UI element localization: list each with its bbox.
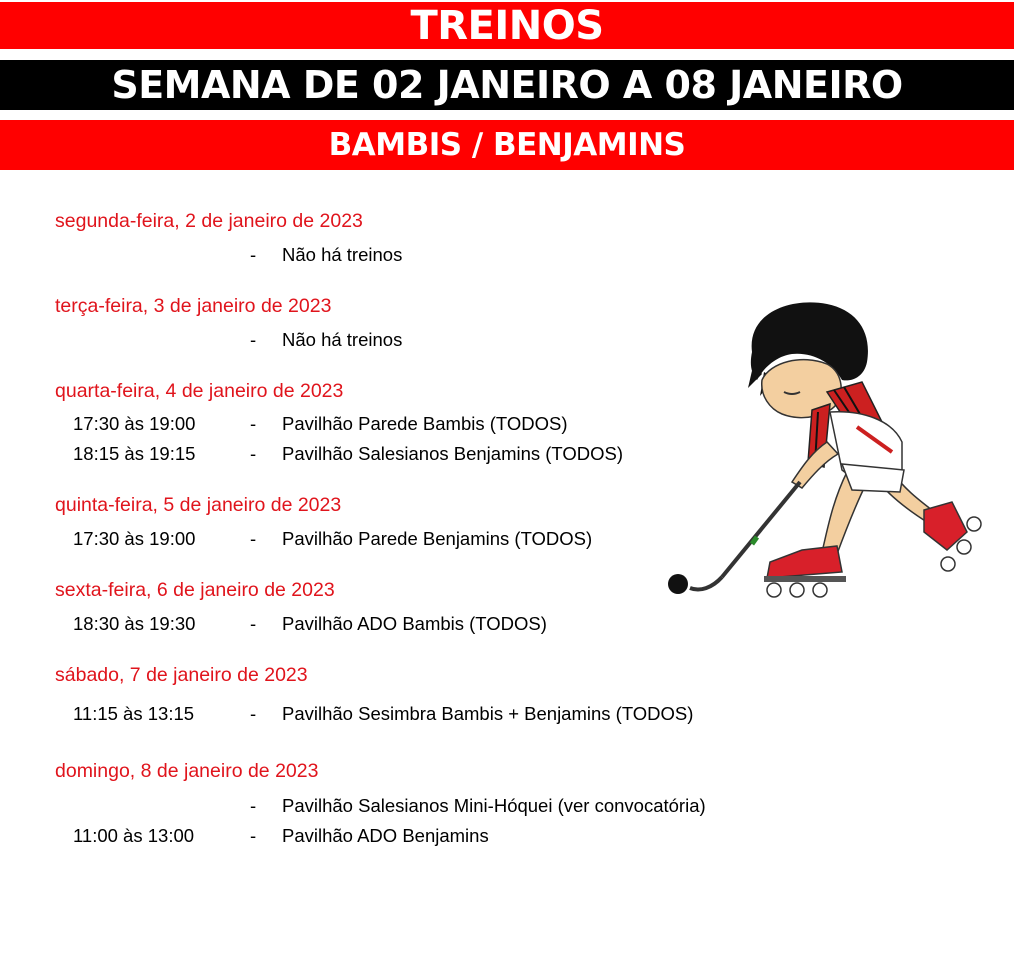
session-dash: - (250, 413, 257, 434)
session-time: 11:15 às 13:15 (73, 703, 195, 724)
day-heading-wednesday: quarta-feira, 4 de janeiro de 2023 (55, 380, 344, 402)
day-heading-sunday: domingo, 8 de janeiro de 2023 (55, 760, 319, 782)
group-name: BAMBIS / BENJAMINS (328, 127, 686, 163)
title-banner (0, 2, 1014, 49)
session-place: Pavilhão ADO Bambis (TODOS) (282, 613, 547, 634)
session-place: Pavilhão ADO Benjamins (282, 825, 489, 846)
week-range: SEMANA DE 02 JANEIRO A 08 JANEIRO (111, 63, 903, 107)
session-time: 18:15 às 19:15 (73, 443, 196, 464)
session-place: Não há treinos (282, 244, 403, 265)
week-banner (0, 60, 1014, 110)
roller-hockey-player-icon (652, 292, 990, 612)
page-title: TREINOS (410, 2, 604, 49)
day-heading-saturday: sábado, 7 de janeiro de 2023 (55, 664, 308, 686)
session-place: Não há treinos (282, 329, 403, 350)
day-heading-thursday: quinta-feira, 5 de janeiro de 2023 (55, 494, 342, 516)
session-place: Pavilhão Parede Bambis (TODOS) (282, 413, 568, 434)
group-banner (0, 120, 1014, 170)
day-heading-tuesday: terça-feira, 3 de janeiro de 2023 (55, 295, 332, 317)
day-heading-friday: sexta-feira, 6 de janeiro de 2023 (55, 579, 335, 601)
day-heading-monday: segunda-feira, 2 de janeiro de 2023 (55, 210, 363, 232)
session-dash: - (250, 244, 257, 265)
session-place: Pavilhão Parede Benjamins (TODOS) (282, 528, 593, 549)
session-place: Pavilhão Salesianos Mini-Hóquei (ver convocatória) (282, 795, 706, 816)
session-time: 11:00 às 13:00 (73, 825, 195, 846)
session-dash: - (250, 443, 257, 464)
session-dash: - (250, 613, 257, 634)
session-time: 17:30 às 19:00 (73, 413, 196, 434)
session-time: 18:30 às 19:30 (73, 613, 196, 634)
session-dash: - (250, 795, 257, 816)
session-place: Pavilhão Sesimbra Bambis + Benjamins (TODOS) (282, 703, 694, 724)
session-time: 17:30 às 19:00 (73, 528, 196, 549)
session-dash: - (250, 825, 257, 846)
session-dash: - (250, 329, 257, 350)
session-place: Pavilhão Salesianos Benjamins (TODOS) (282, 443, 624, 464)
session-dash: - (250, 528, 257, 549)
session-dash: - (250, 703, 257, 724)
